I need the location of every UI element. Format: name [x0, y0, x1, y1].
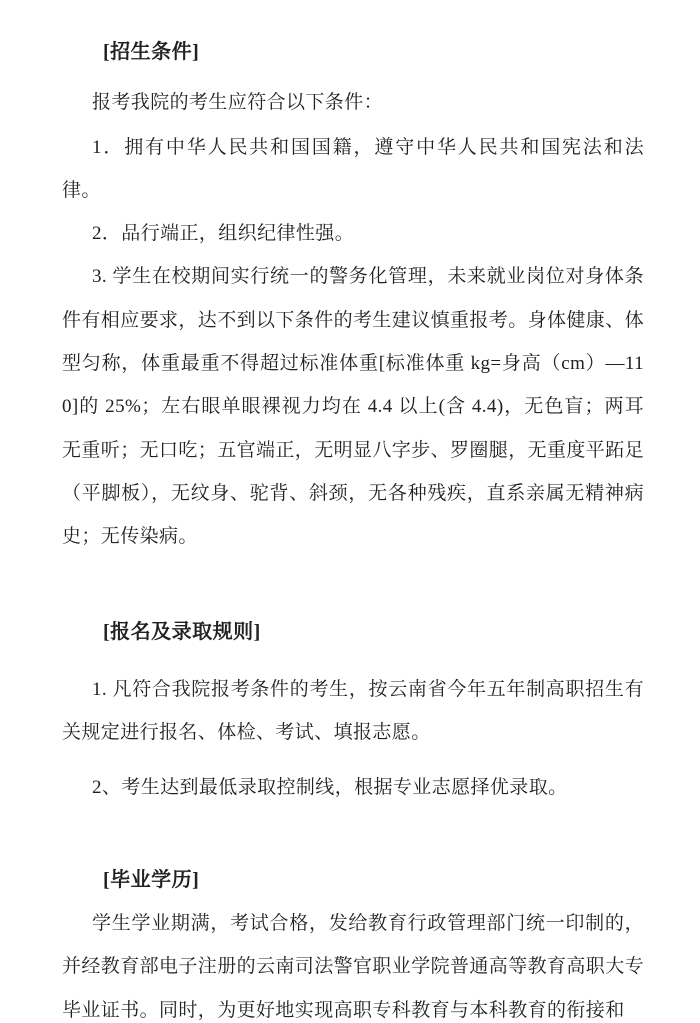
admission-requirements-heading: [招生条件]	[103, 41, 200, 63]
admission-item-3: 3. 学生在校期间实行统一的警务化管理，未来就业岗位对身体条件有相应要求，达不到以下条件的考生建议慎重报考。身体健康、体型匀称，体重最重不得超过标准体重[标准体重 kg=身高（cm）—110]的 25%；左右眼单眼裸视力均在 4.4 以上(含 4.4)，无色盲；两耳无重听；无口吃；五官端正，无明显八字步、罗圈腿，无重度平跖足（平脚板），无纹身、驼背、斜颈，无各种残疾，直系亲属无精神病史；无传染病。	[62, 266, 645, 548]
registration-rules-heading: [报名及录取规则]	[103, 620, 261, 643]
registration-item-1: 1. 凡符合我院报考条件的考生，按云南省今年五年制高职招生有关规定进行报名、体检、考试、填报志愿。	[62, 678, 644, 744]
admission-intro-paragraph: 报考我院的考生应符合以下条件：	[92, 92, 384, 114]
section-registration-rules	[62, 611, 644, 810]
registration-item-2: 2、考生达到最低录取控制线，根据专业志愿择优录取。	[92, 777, 568, 799]
document-content	[62, 31, 644, 1023]
section-graduation-diploma	[62, 859, 644, 1023]
graduation-diploma-heading: [毕业学历]	[103, 868, 200, 891]
admission-item-1: 1．拥有中华人民共和国国籍，遵守中华人民共和国宪法和法律。	[62, 136, 644, 201]
graduation-diploma-paragraph: 学生学业期满，考试合格，发给教育行政管理部门统一印制的，并经教育部电子注册的云南司法警官职业学院普通高等教育高职大专毕业证书。同时，为更好地实现高职专科教育与本科教育的衔接和	[62, 913, 645, 1021]
section-admission-requirements	[62, 31, 644, 559]
admission-item-2: 2．品行端正，组织纪律性强。	[92, 223, 355, 245]
